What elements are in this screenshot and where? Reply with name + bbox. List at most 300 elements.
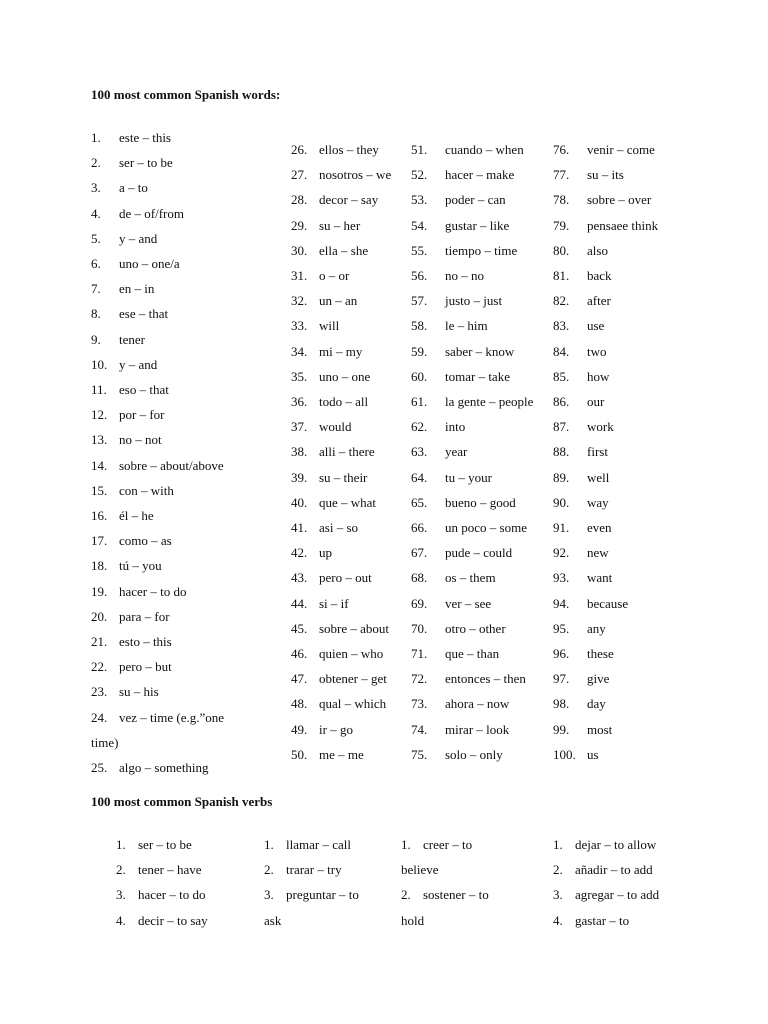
item-number: 3. xyxy=(264,887,274,903)
item-number: 45. xyxy=(291,620,308,636)
item-number: 11. xyxy=(91,382,107,397)
item-number: 21. xyxy=(91,634,108,649)
item-text: also xyxy=(587,242,608,258)
item-text: su – its xyxy=(587,167,624,183)
item-text: creer – to xyxy=(423,837,473,852)
item-text: ella – she xyxy=(319,242,369,258)
item-number: 98. xyxy=(553,696,570,712)
list-item xyxy=(91,332,145,348)
list-item xyxy=(116,887,206,903)
item-text: este – this xyxy=(119,130,171,145)
item-number: 1. xyxy=(116,837,126,852)
item-number: 4. xyxy=(116,912,126,928)
item-number: 54. xyxy=(411,217,428,233)
list-item xyxy=(91,432,162,448)
item-text: entonces – then xyxy=(445,671,526,687)
item-number: 15. xyxy=(91,482,108,498)
item-number: 31. xyxy=(291,268,308,283)
item-text: su – her xyxy=(319,217,361,233)
list-item xyxy=(91,710,224,726)
list-item xyxy=(91,281,154,297)
item-number: 38. xyxy=(291,444,308,460)
item-number: 9. xyxy=(91,331,101,347)
list-item xyxy=(411,419,465,435)
list-item xyxy=(411,394,533,410)
item-number: 46. xyxy=(291,646,308,661)
item-number: 75. xyxy=(411,746,428,762)
item-text: pude – could xyxy=(445,545,513,561)
item-text: will xyxy=(319,318,340,334)
item-number: 18. xyxy=(91,558,108,574)
item-number: 89. xyxy=(553,469,570,485)
item-text: these xyxy=(587,646,614,661)
item-text: tiempo – time xyxy=(445,242,518,258)
list-item xyxy=(291,646,383,662)
item-number: 35. xyxy=(291,368,308,384)
item-number: 44. xyxy=(291,595,308,611)
list-item xyxy=(553,268,612,284)
item-text: how xyxy=(587,368,610,384)
item-text: pero – but xyxy=(119,659,172,675)
item-number: 92. xyxy=(553,545,570,561)
item-number: 25. xyxy=(91,760,108,775)
item-text: well xyxy=(587,469,610,485)
item-text: give xyxy=(587,671,610,687)
item-number: 78. xyxy=(553,192,570,208)
list-item xyxy=(291,419,352,435)
item-text: como – as xyxy=(119,533,172,549)
list-item xyxy=(91,609,170,625)
item-number: 39. xyxy=(291,469,308,485)
list-item xyxy=(91,735,118,751)
item-text: qual – which xyxy=(319,696,387,712)
item-text: cuando – when xyxy=(445,142,524,157)
list-item xyxy=(91,306,168,322)
item-number: 1. xyxy=(401,837,411,852)
list-item xyxy=(411,444,467,460)
item-text: y – and xyxy=(119,230,158,246)
item-number: 19. xyxy=(91,583,108,599)
list-item xyxy=(411,671,526,687)
item-text: de – of/from xyxy=(119,205,184,221)
item-text: en – in xyxy=(119,281,155,297)
list-item xyxy=(91,634,172,650)
item-number: 6. xyxy=(91,256,101,271)
item-text: gustar – like xyxy=(445,217,510,233)
item-number: 12. xyxy=(91,407,108,423)
item-text: pero – out xyxy=(319,570,372,586)
item-text: tu – your xyxy=(445,469,492,485)
item-text: saber – know xyxy=(445,343,515,359)
list-item xyxy=(411,344,514,360)
item-text: two xyxy=(587,343,607,359)
item-text: la gente – people xyxy=(445,394,534,409)
list-item xyxy=(116,913,208,929)
item-text: esto – this xyxy=(119,634,172,649)
item-text: ver – see xyxy=(445,595,492,611)
verbs-heading: 100 most common Spanish verbs xyxy=(91,794,273,809)
item-number: 67. xyxy=(411,545,428,561)
item-text: mi – my xyxy=(319,343,363,359)
list-item xyxy=(553,369,609,385)
list-item xyxy=(264,913,281,929)
list-item xyxy=(291,394,368,410)
item-number: 64. xyxy=(411,469,428,485)
list-item xyxy=(553,394,604,410)
item-text: day xyxy=(587,696,606,712)
item-text: use xyxy=(587,318,605,334)
item-number: 61. xyxy=(411,394,428,409)
item-text: me – me xyxy=(319,746,364,762)
list-item xyxy=(401,837,472,853)
list-item xyxy=(91,659,172,675)
item-number: 100. xyxy=(553,746,576,762)
item-text: alli – there xyxy=(319,444,375,460)
item-number: 2. xyxy=(91,155,101,171)
list-item xyxy=(291,142,379,158)
item-number: 2. xyxy=(401,887,411,903)
item-number: 82. xyxy=(553,293,570,309)
item-number: 94. xyxy=(553,595,570,611)
list-item xyxy=(553,243,608,259)
list-item xyxy=(553,167,624,183)
item-number: 28. xyxy=(291,192,308,208)
item-number: 4. xyxy=(553,912,563,928)
item-text: os – them xyxy=(445,570,496,586)
item-number: 27. xyxy=(291,167,308,183)
words-heading: 100 most common Spanish words: xyxy=(91,87,281,102)
item-text: ahora – now xyxy=(445,696,510,712)
item-text: gastar – to xyxy=(575,912,630,928)
item-text: y – and xyxy=(119,356,158,372)
list-item xyxy=(553,192,651,208)
item-text: mirar – look xyxy=(445,721,510,737)
item-number: 66. xyxy=(411,520,428,535)
item-text: todo – all xyxy=(319,394,369,409)
item-number: 51. xyxy=(411,142,428,157)
item-number: 91. xyxy=(553,520,570,535)
list-item xyxy=(411,470,492,486)
item-text: new xyxy=(587,545,609,561)
item-text: añadir – to add xyxy=(575,862,653,878)
item-number: 96. xyxy=(553,646,570,661)
item-number: 1. xyxy=(553,837,563,852)
list-item xyxy=(291,243,368,259)
item-text: way xyxy=(587,494,609,510)
item-text: un – an xyxy=(319,293,358,309)
item-number: 65. xyxy=(411,494,428,510)
item-text: si – if xyxy=(319,595,349,611)
list-item xyxy=(401,862,439,878)
list-item xyxy=(553,142,655,158)
item-number: 8. xyxy=(91,306,101,322)
list-item xyxy=(91,407,165,423)
list-item xyxy=(553,470,609,486)
list-item xyxy=(401,913,424,929)
item-text: hacer – make xyxy=(445,167,515,183)
list-item xyxy=(91,382,169,398)
item-number: 53. xyxy=(411,192,428,208)
list-item xyxy=(291,520,358,536)
item-text: most xyxy=(587,721,613,737)
item-number: 74. xyxy=(411,721,428,737)
item-text: pensaee think xyxy=(587,217,659,233)
item-text: our xyxy=(587,394,605,409)
item-number: 14. xyxy=(91,457,108,473)
item-number: 87. xyxy=(553,419,570,435)
list-item xyxy=(553,646,614,662)
item-number: 99. xyxy=(553,721,570,737)
list-item xyxy=(291,671,387,687)
item-number: 1. xyxy=(91,130,101,145)
list-item xyxy=(411,596,491,612)
item-number: 41. xyxy=(291,520,308,535)
list-item xyxy=(553,218,658,234)
list-item xyxy=(553,570,612,586)
list-item xyxy=(291,570,372,586)
item-number: 88. xyxy=(553,444,570,460)
list-item xyxy=(411,545,512,561)
item-number: 85. xyxy=(553,368,570,384)
list-item xyxy=(291,218,360,234)
list-item xyxy=(553,837,656,853)
list-item xyxy=(553,862,653,878)
item-number: 22. xyxy=(91,659,108,675)
item-text: sobre – about/above xyxy=(119,457,224,473)
item-number: 63. xyxy=(411,444,428,460)
item-number: 26. xyxy=(291,142,308,157)
item-number: 76. xyxy=(553,142,570,157)
list-item xyxy=(553,722,612,738)
item-text: want xyxy=(587,570,613,586)
item-number: 10. xyxy=(91,356,108,372)
item-number: 3. xyxy=(116,887,126,903)
list-item xyxy=(91,508,154,524)
item-number: 60. xyxy=(411,368,428,384)
item-text: tener – have xyxy=(138,862,202,878)
item-text: us xyxy=(587,746,599,762)
item-text: tomar – take xyxy=(445,368,510,384)
item-number: 48. xyxy=(291,696,308,712)
item-text: ask xyxy=(264,912,282,928)
item-text: up xyxy=(319,545,332,561)
item-number: 2. xyxy=(553,862,563,878)
item-text: ellos – they xyxy=(319,142,379,157)
item-number: 33. xyxy=(291,318,308,334)
item-text: sobre – about xyxy=(319,620,390,636)
list-item xyxy=(411,192,506,208)
item-number: 62. xyxy=(411,419,428,435)
item-text: year xyxy=(445,444,468,460)
list-item xyxy=(553,520,612,536)
item-text: because xyxy=(587,595,629,611)
list-item xyxy=(411,520,527,536)
item-number: 68. xyxy=(411,570,428,586)
list-item xyxy=(291,293,357,309)
list-item xyxy=(411,747,503,763)
list-item xyxy=(411,646,499,662)
item-text: otro – other xyxy=(445,620,506,636)
list-item xyxy=(91,684,159,700)
item-text: dejar – to allow xyxy=(575,837,657,852)
list-item xyxy=(411,369,510,385)
item-text: believe xyxy=(401,862,439,878)
list-item xyxy=(291,747,364,763)
item-text: a – to xyxy=(119,180,148,196)
item-text: vez – time (e.g.”one xyxy=(119,709,225,725)
item-number: 1. xyxy=(264,837,274,852)
item-number: 72. xyxy=(411,671,428,687)
item-number: 3. xyxy=(553,887,563,903)
item-text: asi – so xyxy=(319,520,358,535)
item-number: 3. xyxy=(91,180,101,196)
item-number: 77. xyxy=(553,167,570,183)
list-item xyxy=(411,621,506,637)
list-item xyxy=(291,344,362,360)
item-text: ese – that xyxy=(119,306,169,322)
list-item xyxy=(553,887,659,903)
list-item xyxy=(264,887,359,903)
list-item xyxy=(91,130,171,146)
item-text: hacer – to do xyxy=(119,583,187,599)
item-text: o – or xyxy=(319,268,350,283)
item-number: 24. xyxy=(91,709,108,725)
item-number: 7. xyxy=(91,281,101,297)
list-item xyxy=(553,747,599,763)
item-text: no – not xyxy=(119,432,162,448)
list-item xyxy=(411,268,484,284)
list-item xyxy=(291,318,339,334)
list-item xyxy=(553,419,614,435)
item-text: le – him xyxy=(445,318,488,334)
item-text: obtener – get xyxy=(319,671,387,687)
item-number: 80. xyxy=(553,242,570,258)
item-text: back xyxy=(587,268,612,283)
item-text: ser – to be xyxy=(119,155,173,171)
item-number: 93. xyxy=(553,570,570,586)
list-item xyxy=(291,722,353,738)
item-text: tú – you xyxy=(119,558,162,574)
item-text: even xyxy=(587,520,612,535)
item-text: su – his xyxy=(119,684,159,700)
item-text: que – than xyxy=(445,646,500,661)
item-text: ir – go xyxy=(319,721,353,737)
list-item xyxy=(291,696,386,712)
item-number: 36. xyxy=(291,394,308,409)
list-item xyxy=(91,256,180,272)
item-number: 71. xyxy=(411,646,428,661)
item-number: 58. xyxy=(411,318,428,334)
item-text: decor – say xyxy=(319,192,379,208)
item-number: 40. xyxy=(291,494,308,510)
item-text: after xyxy=(587,293,611,309)
item-number: 73. xyxy=(411,696,428,712)
list-item xyxy=(291,444,375,460)
item-number: 49. xyxy=(291,721,308,737)
list-item xyxy=(553,545,609,561)
item-number: 20. xyxy=(91,608,108,624)
item-text: su – their xyxy=(319,469,368,485)
item-text: ser – to be xyxy=(138,837,192,852)
item-text: uno – one/a xyxy=(119,256,180,271)
item-number: 79. xyxy=(553,217,570,233)
list-item xyxy=(411,218,509,234)
list-item xyxy=(91,533,172,549)
item-number: 2. xyxy=(264,862,274,878)
list-item xyxy=(411,495,516,511)
item-text: él – he xyxy=(119,508,154,523)
list-item xyxy=(91,584,187,600)
item-number: 83. xyxy=(553,318,570,334)
item-number: 56. xyxy=(411,268,428,283)
list-item xyxy=(291,470,367,486)
item-text: algo – something xyxy=(119,760,209,775)
item-number: 50. xyxy=(291,746,308,762)
item-text: un poco – some xyxy=(445,520,527,535)
item-text: nosotros – we xyxy=(319,167,392,183)
item-number: 29. xyxy=(291,217,308,233)
item-number: 43. xyxy=(291,570,308,586)
list-item xyxy=(411,142,524,158)
list-item xyxy=(411,570,496,586)
item-number: 23. xyxy=(91,684,108,700)
item-number: 37. xyxy=(291,419,308,435)
item-text: would xyxy=(319,419,352,435)
list-item xyxy=(116,837,192,853)
list-item xyxy=(291,621,389,637)
item-number: 57. xyxy=(411,293,428,309)
list-item xyxy=(553,293,611,309)
list-item xyxy=(553,444,608,460)
item-text: first xyxy=(587,444,608,460)
list-item xyxy=(91,180,148,196)
list-item xyxy=(411,696,509,712)
item-text: tener xyxy=(119,331,145,347)
item-number: 42. xyxy=(291,545,308,561)
item-text: sobre – over xyxy=(587,192,652,208)
item-text: decir – to say xyxy=(138,912,208,928)
item-text: work xyxy=(587,419,614,435)
list-item xyxy=(411,243,517,259)
item-text: con – with xyxy=(119,482,174,498)
item-text: solo – only xyxy=(445,746,503,762)
item-number: 70. xyxy=(411,620,428,636)
list-item xyxy=(553,495,609,511)
item-number: 2. xyxy=(116,862,126,878)
list-item xyxy=(91,483,174,499)
item-text: bueno – good xyxy=(445,494,516,510)
list-item xyxy=(91,231,157,247)
list-item xyxy=(553,344,607,360)
item-text: no – no xyxy=(445,268,484,283)
item-text: time) xyxy=(91,734,119,750)
list-item xyxy=(91,558,162,574)
list-item xyxy=(553,671,609,687)
item-number: 55. xyxy=(411,242,428,258)
list-item xyxy=(291,369,370,385)
item-number: 4. xyxy=(91,205,101,221)
list-item xyxy=(264,862,342,878)
item-text: preguntar – to xyxy=(286,887,359,903)
list-item xyxy=(401,887,489,903)
item-number: 32. xyxy=(291,293,308,309)
item-number: 90. xyxy=(553,494,570,510)
list-item xyxy=(116,862,202,878)
list-item xyxy=(91,458,224,474)
item-text: trarar – try xyxy=(286,862,342,878)
list-item xyxy=(91,760,209,776)
item-number: 97. xyxy=(553,671,570,687)
